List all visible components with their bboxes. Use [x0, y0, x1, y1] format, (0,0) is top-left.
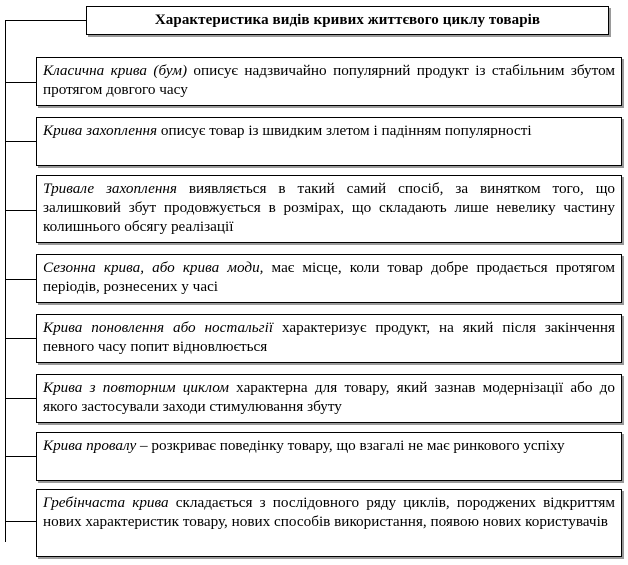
curve-box-scalloped [36, 489, 622, 557]
curve-description: характеризує продукт, на який після закінчення певного часу попит відновлюється [43, 319, 616, 355]
curve-box-revival [36, 314, 622, 363]
item-connector [5, 279, 36, 280]
curve-term: Крива захоплення [43, 122, 158, 139]
curve-description: має місце, коли товар добре продається протягом періодів, рознесених у часі [43, 259, 616, 295]
curve-box-extended-fad [36, 175, 622, 243]
curve-term: Крива з повторним циклом [43, 379, 229, 396]
item-connector [5, 338, 36, 339]
curve-term: Крива провалу [43, 437, 137, 454]
curve-term: Класична крива (бум) [43, 62, 188, 79]
spine-line [5, 20, 6, 542]
curve-description: – розкриває поведінку товару, що взагалі не має ринкового успіху [136, 437, 565, 454]
curve-description: складається з послідовного ряду циклів, породжених відкриттям нових характеристик товару, нових способів використання, появою нових користувачів [43, 494, 615, 530]
curve-term: Тривале захоплення [43, 180, 177, 197]
item-connector [5, 210, 36, 211]
curve-box-fad [36, 117, 622, 166]
curve-description: описує надзвичайно популярний продукт із стабільним збутом протягом довгого часу [43, 62, 615, 98]
curve-description: характерна для товару, який зазнав модернізації або до якого застосували заходи стимулювання збуту [43, 379, 615, 415]
title-connector [5, 20, 86, 21]
curve-description: описує товар із швидким злетом і падінням популярності [157, 122, 532, 139]
curve-term: Гребінчаста крива [43, 494, 169, 511]
curve-box-classic [36, 57, 622, 106]
item-connector [5, 456, 36, 457]
item-connector [5, 82, 36, 83]
curve-box-recycle [36, 374, 622, 423]
curve-box-failure [36, 432, 622, 481]
curve-term: Сезонна крива, або крива моди, [43, 259, 264, 276]
item-connector [5, 141, 36, 142]
curve-box-seasonal [36, 254, 622, 303]
curve-description: виявляється в такий самий спосіб, за винятком того, що залишковий збут продовжується в розмірах, що складають лише невелику частину колишнього обсягу реалізації [43, 180, 615, 235]
item-connector [5, 398, 36, 399]
curve-term: Крива поновлення або ностальгії [43, 319, 274, 336]
item-connector [5, 521, 36, 522]
diagram-title: Характеристика видів кривих життєвого циклу товарів [86, 6, 609, 35]
